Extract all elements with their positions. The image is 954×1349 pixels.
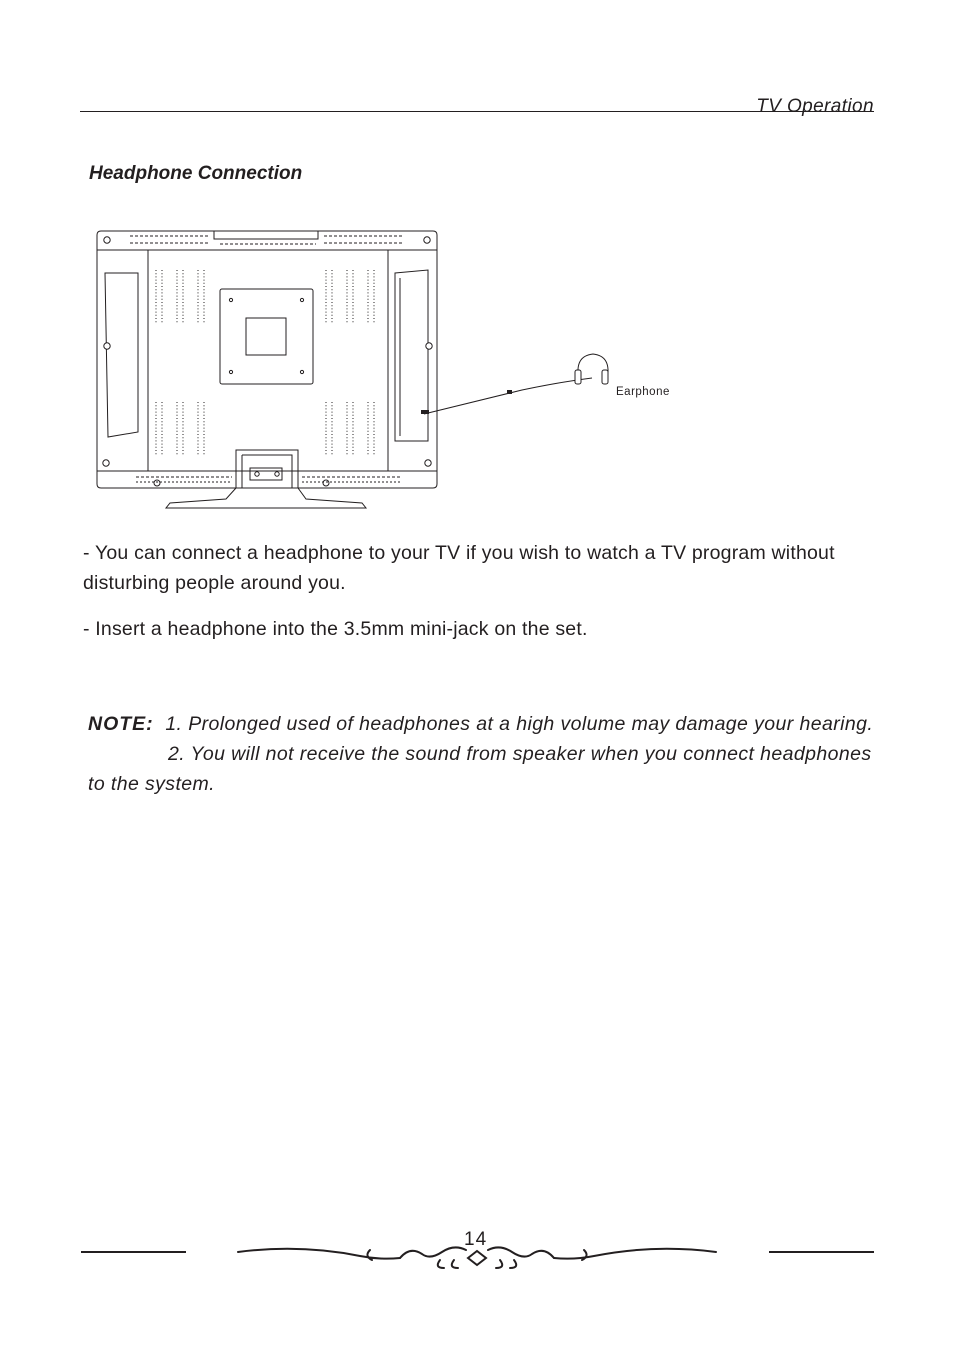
section-title: TV Operation: [756, 96, 874, 117]
paragraph-connect-headphone: - You can connect a headphone to your TV if you wish to watch a TV program without disturbing people around you.: [83, 542, 835, 594]
page-number: 14: [464, 1229, 488, 1250]
note-item-1: 1. Prolonged used of headphones at a high volume may damage your hearing.: [165, 713, 874, 735]
note-block: [88, 709, 878, 799]
note-label: NOTE:: [88, 713, 154, 735]
tv-rear-diagram: [0, 0, 954, 520]
footer-line-left: [81, 1251, 186, 1253]
paragraph-insert-headphone: - Insert a headphone into the 3.5mm mini-jack on the set.: [83, 618, 588, 640]
note-item-2: 2. You will not receive the sound from speaker when you connect headphones to the system.: [88, 743, 872, 795]
footer-ornament: [230, 1236, 724, 1272]
footer-line-right: [769, 1251, 874, 1253]
page-heading: Headphone Connection: [89, 163, 303, 184]
earphone-label: Earphone: [616, 386, 670, 398]
